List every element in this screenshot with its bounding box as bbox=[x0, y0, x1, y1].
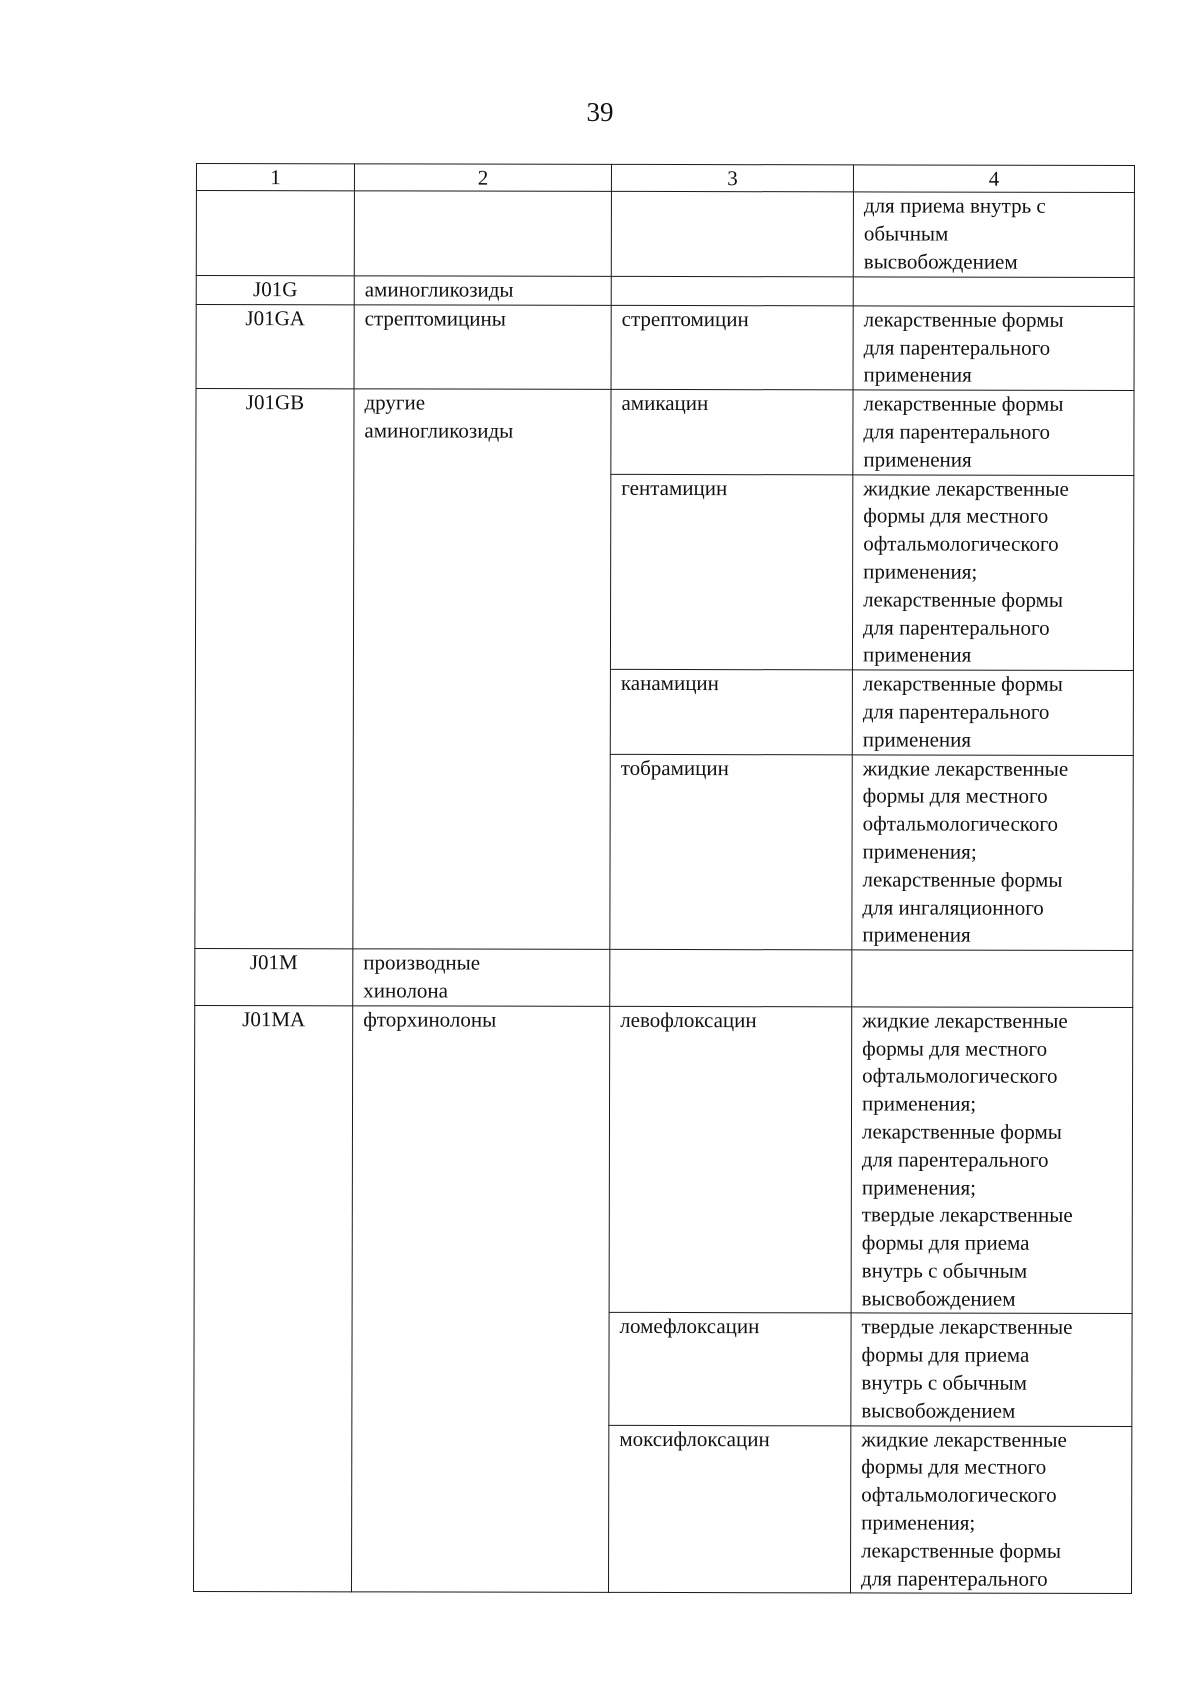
drug-name-cell: левофлоксацин bbox=[609, 1006, 852, 1313]
atc-code-cell: J01GA bbox=[196, 304, 354, 389]
column-header-1: 1 bbox=[196, 164, 354, 191]
atc-code-cell: J01M bbox=[195, 949, 353, 1006]
dosage-form-cell: для приема внутрь с обычным высвобождением bbox=[853, 192, 1134, 278]
group-name-cell: стрептомицины bbox=[354, 305, 611, 390]
atc-code-cell: J01G bbox=[196, 276, 354, 305]
column-header-3: 3 bbox=[611, 164, 853, 192]
group-name-cell: производные хинолона bbox=[353, 949, 610, 1006]
atc-code-cell: J01GB bbox=[195, 389, 354, 949]
table-header-row bbox=[196, 164, 1134, 193]
dosage-form-cell: лекарственные формы для парентерального применения bbox=[852, 670, 1133, 755]
dosage-form-cell: жидкие лекарственные формы для местного офтальмологического применения; лекарственные формы для ингаляционного применения bbox=[852, 754, 1133, 950]
drug-name-cell bbox=[611, 191, 853, 277]
group-name-cell: другие аминогликозиды bbox=[353, 389, 611, 949]
group-name-cell: фторхинолоны bbox=[352, 1006, 610, 1593]
table-row bbox=[196, 276, 1134, 307]
page-number: 39 bbox=[586, 97, 614, 127]
drug-name-cell: амикацин bbox=[611, 390, 853, 475]
drug-name-cell: тобрамицин bbox=[610, 754, 852, 950]
drug-name-cell: гентамицин bbox=[610, 474, 852, 670]
drug-name-cell bbox=[610, 949, 852, 1006]
atc-code-cell: J01MA bbox=[194, 1005, 353, 1592]
dosage-form-cell: жидкие лекарственные формы для местного офтальмологического применения; лекарственные формы для парентерального применения; твердые лекарственные формы для приема внутрь с обычным высвобождением bbox=[851, 1007, 1133, 1314]
dosage-form-cell: лекарственные формы для парентерального применения bbox=[853, 390, 1134, 475]
drug-name-cell: моксифлоксацин bbox=[609, 1425, 851, 1593]
table-row bbox=[196, 191, 1134, 278]
column-header-4: 4 bbox=[853, 165, 1134, 193]
drug-table bbox=[193, 163, 1135, 1594]
dosage-form-cell: твердые лекарственные формы для приема внутрь с обычным высвобождением bbox=[851, 1313, 1132, 1426]
drug-name-cell: ломефлоксацин bbox=[609, 1313, 851, 1426]
table-row bbox=[195, 949, 1133, 1008]
dosage-form-cell bbox=[852, 950, 1133, 1007]
group-name-cell: аминогликозиды bbox=[354, 276, 611, 305]
drug-name-cell: канамицин bbox=[610, 670, 852, 755]
group-name-cell bbox=[354, 191, 611, 277]
table-row bbox=[196, 389, 1134, 475]
table-row bbox=[194, 1005, 1133, 1314]
atc-code-cell bbox=[196, 191, 354, 276]
drug-name-cell: стрептомицин bbox=[611, 305, 853, 390]
dosage-form-cell: лекарственные формы для парентерального применения bbox=[853, 306, 1134, 391]
dosage-form-cell: жидкие лекарственные формы для местного офтальмологического применения; лекарственные формы для парентерального bbox=[851, 1426, 1132, 1594]
dosage-form-cell: жидкие лекарственные формы для местного офтальмологического применения; лекарственные формы для парентерального применения bbox=[852, 474, 1133, 670]
column-header-2: 2 bbox=[354, 164, 611, 192]
drug-name-cell bbox=[611, 276, 853, 305]
table-row bbox=[196, 304, 1134, 390]
dosage-form-cell bbox=[853, 277, 1134, 306]
